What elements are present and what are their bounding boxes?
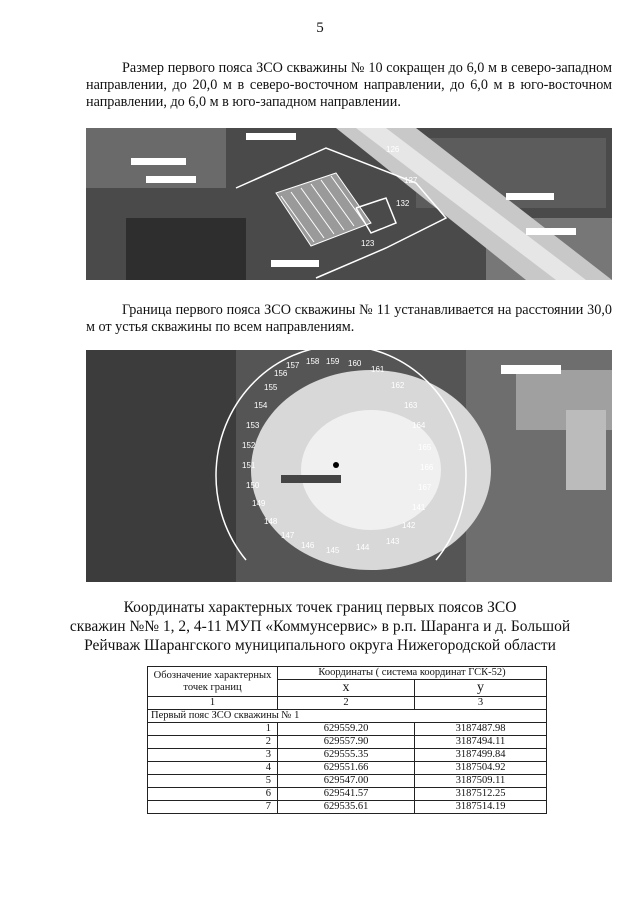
coord-y: 3187499.84 bbox=[415, 749, 547, 762]
table-section-row bbox=[148, 710, 547, 723]
coord-x: 629547.00 bbox=[278, 775, 415, 788]
header-points: Обозначение характерных точек границ bbox=[148, 667, 278, 697]
index-cell: 2 bbox=[278, 697, 415, 710]
table-row bbox=[148, 801, 547, 814]
map2-label-163: 163 bbox=[404, 401, 418, 410]
coord-x: 629557.90 bbox=[278, 736, 415, 749]
coord-y: 3187487.98 bbox=[415, 723, 547, 736]
point-number: 7 bbox=[148, 801, 278, 814]
map2-label-148: 148 bbox=[264, 517, 278, 526]
coord-y: 3187509.11 bbox=[415, 775, 547, 788]
map2-label-157: 157 bbox=[286, 361, 300, 370]
map2-label-154: 154 bbox=[254, 401, 268, 410]
coord-y: 3187494.11 bbox=[415, 736, 547, 749]
point-number: 6 bbox=[148, 788, 278, 801]
point-number: 1 bbox=[148, 723, 278, 736]
map2-label-158: 158 bbox=[306, 357, 320, 366]
index-cell: 3 bbox=[415, 697, 547, 710]
table-row bbox=[148, 723, 547, 736]
map2-label-145: 145 bbox=[326, 546, 340, 555]
aerial-map-well-10 bbox=[86, 128, 612, 280]
header-coordinates: Координаты ( система координат ГСК-52) bbox=[278, 667, 547, 680]
map-image bbox=[86, 128, 612, 280]
map2-label-141: 141 bbox=[412, 503, 426, 512]
map2-label-144: 144 bbox=[356, 543, 370, 552]
point-number: 2 bbox=[148, 736, 278, 749]
map2-label-161: 161 bbox=[371, 365, 385, 374]
map1-label-127: 127 bbox=[404, 176, 418, 185]
table-row bbox=[148, 749, 547, 762]
header-y: y bbox=[415, 680, 547, 697]
header-x: x bbox=[278, 680, 415, 697]
coord-y: 3187514.19 bbox=[415, 801, 547, 814]
map2-label-162: 162 bbox=[391, 381, 405, 390]
map1-label-132: 132 bbox=[396, 199, 410, 208]
table-header-row bbox=[148, 667, 547, 680]
coord-x: 629555.35 bbox=[278, 749, 415, 762]
map1-label-123: 123 bbox=[361, 239, 375, 248]
coordinates-table-wrapper bbox=[147, 666, 547, 814]
paragraph-well-11 bbox=[86, 302, 612, 336]
map2-label-166: 166 bbox=[420, 463, 434, 472]
map2-label-143: 143 bbox=[386, 537, 400, 546]
map2-label-150: 150 bbox=[246, 481, 260, 490]
paragraph-text: Размер первого пояса ЗСО скважины № 10 сокращен до 6,0 м в северо-западном направлении, до 20,0 м в северо-восточном направлении, до 6,0 м в юго-восточном направлении, до 6,0 м в юго-западном направлении. bbox=[86, 60, 612, 110]
map1-label-126: 126 bbox=[386, 145, 400, 154]
table-row bbox=[148, 762, 547, 775]
point-number: 3 bbox=[148, 749, 278, 762]
map2-label-155: 155 bbox=[264, 383, 278, 392]
map2-label-164: 164 bbox=[412, 421, 426, 430]
table-row bbox=[148, 775, 547, 788]
caption-line-2: скважин №№ 1, 2, 4-11 МУП «Коммунсервис» в р.п. Шаранга и д. Большой bbox=[69, 618, 571, 635]
table-index-row bbox=[148, 697, 547, 710]
map-image bbox=[86, 350, 612, 582]
caption-line-3: Рейчваж Шарангского муниципального округа Нижегородской области bbox=[84, 637, 556, 654]
map2-label-159: 159 bbox=[326, 357, 340, 366]
map2-label-152: 152 bbox=[242, 441, 256, 450]
map2-label-167: 167 bbox=[418, 483, 432, 492]
point-number: 4 bbox=[148, 762, 278, 775]
map2-label-153: 153 bbox=[246, 421, 260, 430]
index-cell: 1 bbox=[148, 697, 278, 710]
coord-x: 629551.66 bbox=[278, 762, 415, 775]
coordinates-table bbox=[147, 666, 547, 814]
map2-label-165: 165 bbox=[418, 443, 432, 452]
coord-x: 629541.57 bbox=[278, 788, 415, 801]
map2-label-149: 149 bbox=[252, 499, 266, 508]
coord-y: 3187512.25 bbox=[415, 788, 547, 801]
map2-label-151: 151 bbox=[242, 461, 256, 470]
map2-label-156: 156 bbox=[274, 369, 288, 378]
point-number: 5 bbox=[148, 775, 278, 788]
aerial-map-well-11 bbox=[86, 350, 612, 582]
map2-label-142: 142 bbox=[402, 521, 416, 530]
map2-label-146: 146 bbox=[301, 541, 315, 550]
table-row bbox=[148, 788, 547, 801]
table-caption bbox=[0, 598, 640, 655]
coord-y: 3187504.92 bbox=[415, 762, 547, 775]
table-row bbox=[148, 736, 547, 749]
caption-line-1: Координаты характерных точек границ первых поясов ЗСО bbox=[123, 599, 517, 616]
paragraph-well-10 bbox=[86, 60, 612, 111]
map2-label-160: 160 bbox=[348, 359, 362, 368]
coord-x: 629559.20 bbox=[278, 723, 415, 736]
section-title: Первый пояс ЗСО скважины № 1 bbox=[148, 710, 547, 723]
page-number: 5 bbox=[316, 20, 324, 36]
coord-x: 629535.61 bbox=[278, 801, 415, 814]
map2-label-147: 147 bbox=[281, 531, 295, 540]
paragraph-text: Граница первого пояса ЗСО скважины № 11 устанавливается на расстоянии 30,0 м от устья скважины по всем направлениям. bbox=[86, 302, 612, 335]
